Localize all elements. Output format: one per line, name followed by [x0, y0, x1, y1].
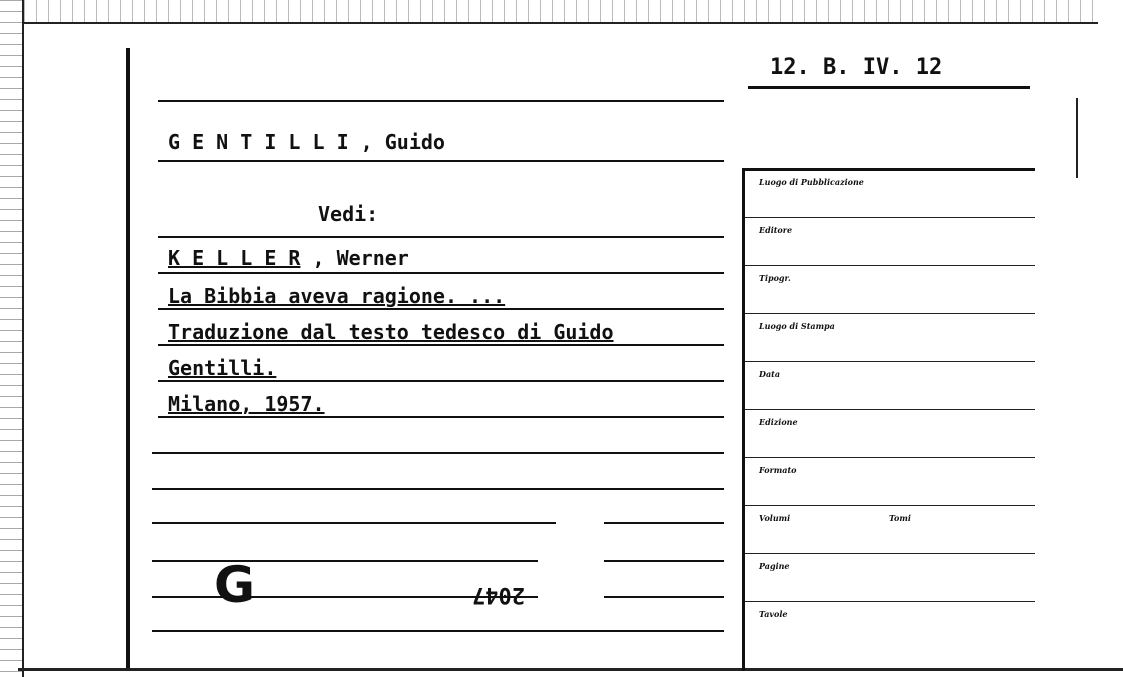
scan-border-left: [0, 0, 24, 677]
form-row: [745, 219, 1035, 266]
rule: [152, 630, 724, 632]
form-row: [745, 363, 1035, 410]
rule: [158, 416, 724, 418]
rule: [158, 272, 724, 274]
form-label: Edizione: [759, 417, 798, 427]
rule: [158, 100, 724, 102]
form-label: Formato: [759, 465, 797, 475]
form-row: [745, 459, 1035, 506]
form-row: [745, 267, 1035, 314]
rule: [158, 380, 724, 382]
form-label: Data: [759, 369, 780, 379]
rule: [158, 160, 724, 162]
rule: [152, 560, 538, 562]
rule: [158, 344, 724, 346]
rule: [152, 488, 724, 490]
title-line: La Bibbia aveva ragione. ...: [168, 284, 506, 308]
form-label: Pagine: [759, 561, 790, 571]
rule: [158, 308, 724, 310]
rule: [152, 522, 556, 524]
rule: [604, 560, 724, 562]
form-label: Editore: [759, 225, 793, 235]
inverted-number: 2047: [472, 582, 525, 607]
heading-entry: [168, 130, 445, 154]
imprint-line: Milano, 1957.: [168, 392, 325, 416]
translation-line: Traduzione dal testo tedesco di Guido: [168, 320, 614, 344]
stamp-letter: G: [214, 556, 256, 614]
shelfmark: 12. B. IV. 12: [770, 55, 943, 80]
reference-entry: [168, 246, 409, 270]
form-row: [745, 171, 1035, 218]
form-label: Luogo di Stampa: [759, 321, 835, 331]
bibliographic-form: [742, 168, 1035, 671]
scan-border-top: [18, 0, 1098, 24]
form-label: Volumi: [759, 513, 791, 523]
form-row: [745, 315, 1035, 362]
reference-name: , Werner: [312, 246, 409, 270]
see-label: Vedi:: [318, 202, 379, 226]
rule: [152, 452, 724, 454]
form-label: Tavole: [759, 609, 788, 619]
form-row: [745, 555, 1035, 602]
translator-line: Gentilli.: [168, 356, 277, 380]
form-row: [745, 507, 1035, 554]
form-row: [745, 411, 1035, 458]
heading-surname: G E N T I L L I: [168, 130, 349, 154]
card-margin-rule: [126, 48, 130, 668]
shelfmark-rule: [748, 86, 1030, 89]
form-row: [745, 603, 1035, 669]
form-label: Tipogr.: [759, 273, 791, 283]
form-label-tomi: Tomi: [889, 513, 911, 523]
heading-name: , Guido: [360, 130, 445, 154]
reference-surname: K E L L E R: [168, 246, 301, 270]
rule: [158, 236, 724, 238]
card-right-edge: [1076, 98, 1078, 178]
rule: [604, 522, 724, 524]
rule: [604, 596, 724, 598]
form-label: Luogo di Pubblicazione: [759, 177, 864, 187]
